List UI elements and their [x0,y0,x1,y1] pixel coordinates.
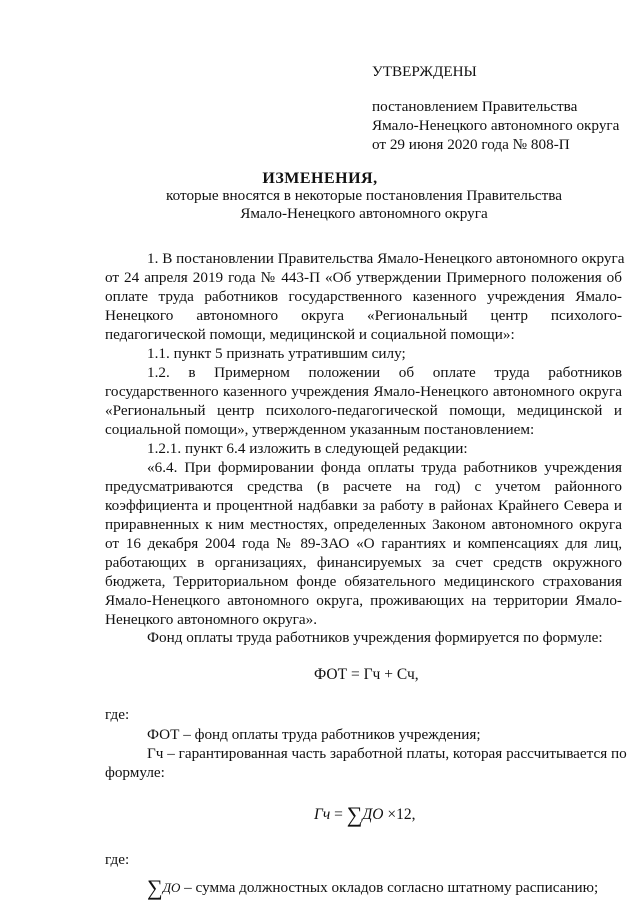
document-subtitle-2: Ямало-Ненецкого автономного округа [240,205,488,222]
fund-intro: Фонд оплаты труда работников учреждения формируется по формуле: [147,629,603,646]
item-1-1: 1.1. пункт 5 признать утратившим силу; [147,345,406,362]
formula-gch-term: ДО [362,806,384,823]
item-6-4-line: работающих в организациях, финансируемых за счет средств окружного [105,554,622,571]
definition-gch-line: формуле: [105,764,165,781]
item-6-4-line: коэффициента и процентной надбавки за работу в районах Крайнего Севера и [105,497,622,514]
definition-do [147,875,599,900]
sigma-icon: ∑ [147,875,163,900]
formula-fot: ФОТ = Гч + Сч, [314,666,419,683]
where-label-2: где: [105,851,130,868]
item-6-4-line: предусматриваются средства (в расчете на год) с учетом районного [105,478,622,495]
formula-gch-factor: 12, [396,806,416,823]
definition-fot: ФОТ – фонд оплаты труда работников учреждения; [147,726,481,743]
approved-heading: УТВЕРЖДЕНЫ [372,63,477,80]
paragraph-1-line: оплате труда работников государственного казенного учреждения Ямало- [105,288,622,305]
paragraph-1-line: педагогической помощи, медицинской и социальной помощи»: [105,326,515,343]
item-1-2-line: 1.2. в Примерном положении об оплате труда работников [147,364,622,381]
definition-do-text: – сумма должностных окладов согласно штатному расписанию; [184,879,599,896]
item-6-4-line: бюджета, Территориальном фонде обязательного медицинского страхования [105,573,622,590]
where-label-1: где: [105,706,130,723]
sigma-icon: ∑ [346,802,363,827]
document-title: ИЗМЕНЕНИЯ, [262,170,378,187]
item-1-2-line: «Региональный центр психолого-педагогической помощи, медицинской и [105,402,622,419]
definition-gch-line: Гч – гарантированная часть заработной платы, которая рассчитывается по [147,745,627,762]
approval-line-2: Ямало-Ненецкого автономного округа [372,117,620,134]
item-6-4-line: «6.4. При формировании фонда оплаты труда работников учреждения [147,459,622,476]
item-6-4-line: от 16 декабря 2004 года № 89-ЗАО «О гарантиях и компенсациях для лиц, [105,535,622,552]
paragraph-1-line: от 24 апреля 2019 года № 443-П «Об утверждении Примерного положения об [105,269,622,286]
item-6-4-line: Ненецкого автономного округа». [105,611,318,628]
item-6-4-line: приравненных к ним местностях, определенных Законом автономного округа [105,516,622,533]
item-6-4-line: Ямало-Ненецкого автономного округа, проживающих на территории Ямало- [105,592,622,609]
approval-line-3: от 29 июня 2020 года № 808-П [372,136,570,153]
item-1-2-1: 1.2.1. пункт 6.4 изложить в следующей редакции: [147,440,468,457]
definition-do-term: ДО [162,880,181,895]
formula-gch [314,802,416,827]
document-subtitle-1: которые вносятся в некоторые постановления Правительства [166,187,562,204]
formula-gch-lhs: Гч [314,806,331,823]
item-1-2-line: социальной помощи», утвержденном указанным постановлением: [105,421,535,438]
approval-line-1: постановлением Правительства [372,98,578,115]
item-1-2-line: государственного казенного учреждения Ямало-Ненецкого автономного округа [105,383,622,400]
formula-gch-times: × [387,806,397,823]
paragraph-1-line: Ненецкого автономного округа «Региональный центр психолого- [105,307,622,324]
formula-gch-equals: = [334,806,343,823]
paragraph-1-line: 1. В постановлении Правительства Ямало-Ненецкого автономного округа [147,250,625,267]
